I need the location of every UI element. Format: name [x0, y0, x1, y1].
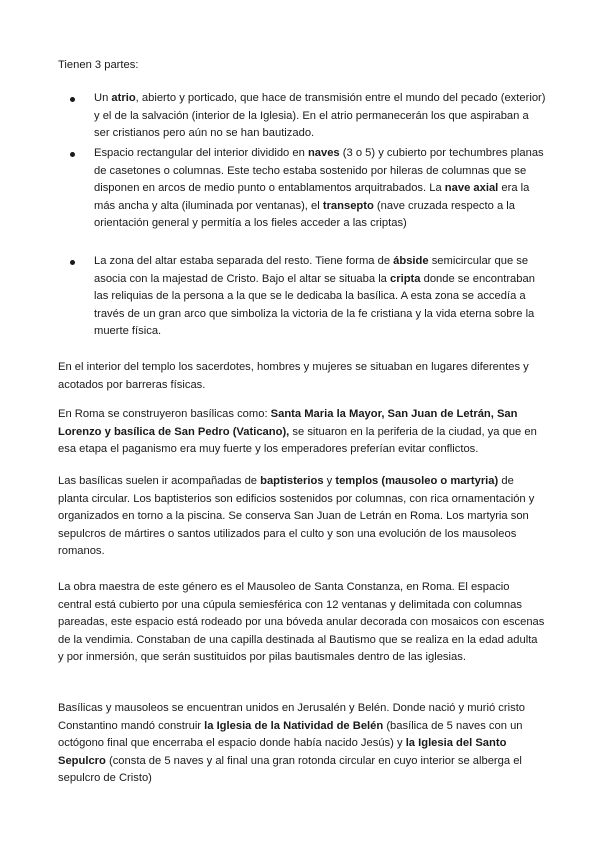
bullet-text — [94, 90, 546, 143]
bullet-text — [94, 145, 546, 233]
paragraph-baptisterios — [58, 473, 546, 561]
bullet-icon — [70, 260, 75, 265]
bold-term: la Iglesia del Santo Sepulcro — [58, 737, 507, 767]
text-run: En el interior del templo los sacerdotes, hombres y mujeres se situaban en lugares diferentes y acotados por barreras físicas. — [58, 361, 529, 391]
bullet-icon — [70, 152, 75, 157]
text-run: Espacio rectangular del interior dividido en — [94, 147, 308, 159]
bullet-text — [94, 253, 546, 341]
text-run: (basílica de 5 naves con un octógono final que encerraba el espacio donde había nacido Jesús) y — [58, 719, 523, 750]
bold-term: templos (mausoleo o martyria) — [335, 475, 499, 487]
text-run: Las basílicas suelen ir acompañadas de — [58, 475, 261, 487]
bold-term: cripta — [390, 272, 421, 285]
text-run: La zona del altar estaba separada del resto. Tiene forma de — [94, 255, 394, 267]
text-run: de planta circular. Los baptisterios son edificios sostenidos por columnas, con rica ornamentación y organizados en torno a la piscina. Se conserva San Juan de Letrán en Roma. Los martyria son sepulcros de mártires o santos utilizados para el culto y son una evolución de los mausoleos romanos. — [58, 475, 535, 558]
text-run: (3 o 5) y cubierto por techumbres planas de casetones o columnas. Este techo estaba sostenido por hileras de columnas que se disponen en arcos de medio punto o entablamentos arquitrabados. La — [94, 147, 544, 195]
bullet-icon — [70, 97, 75, 102]
text-run: se situaron en la periferia de la ciudad, ya que en esa etapa el paganismo era muy fuerte y los emperadores preferían evitar conflictos. — [58, 425, 537, 456]
paragraph-jerusalen-belen — [58, 700, 546, 788]
paragraph-interior — [58, 359, 546, 394]
text-run: (consta de 5 naves y al final una gran rotonda circular en cuyo interior se alberga el sepulcro de Cristo) — [58, 754, 522, 785]
bold-term: Santa Maria la Mayor, San Juan de Letrán, San Lorenzo y basílica de San Pedro (Vaticano), — [58, 408, 518, 438]
text-run: era la más ancha y alta (iluminada por ventanas), el — [94, 182, 530, 212]
bold-term: ábside — [393, 255, 429, 267]
text-run: La obra maestra de este género es el Mausoleo de Santa Constanza, en Roma. El espacio central está cubierto por una cúpula semiesférica con 12 ventanas y delimitada con columnas pareadas, este espacio está rodeado por una bóveda anular decorada con mosaicos con escenas de la vendimia. Constaban de una capilla destinada al Bautismo que se realiza en la edad adulta y por inmersión, que serán sustituidos por pilas bautismales dentro de las iglesias. — [58, 581, 545, 664]
bold-term: la Iglesia de la Natividad de Belén — [204, 719, 384, 732]
bold-term: atrio — [111, 92, 136, 104]
text-run: y — [323, 475, 336, 487]
paragraph-santa-constanza — [58, 579, 546, 667]
text-run: donde se encontraban las reliquias de la persona a la que se le dedicaba la basílica. A esta zona se accedía a través de un gran arco que simboliza la victoria de la fe cristiana y la vida eterna sobre la muerte física. — [94, 272, 535, 338]
bold-term: naves — [307, 147, 340, 159]
bold-term: transepto — [322, 199, 374, 212]
bold-term: baptisterios — [260, 475, 324, 487]
text-run: Un — [94, 92, 112, 104]
intro-text: Tienen 3 partes: — [58, 59, 139, 71]
text-run: En Roma se construyeron basílicas como: — [58, 408, 271, 420]
text-run: (nave cruzada respecto a la orientación general y permitía a los fieles acceder a las criptas) — [94, 199, 515, 230]
text-run: semicircular que se asocia con la majestad de Cristo. Bajo el altar se situaba la — [94, 255, 529, 285]
bold-term: nave axial — [444, 182, 499, 195]
text-run: , abierto y porticado, que hace de transmisión entre el mundo del pecado (exterior) y el de la salvación (interior de la Iglesia). En el atrio permanecerán los que aspiraban a ser cristianos pero aún no se han bautizado. — [94, 92, 546, 140]
paragraph-roma — [58, 406, 546, 459]
text-run: Basílicas y mausoleos se encuentran unidos en Jerusalén y Belén. Donde nació y murió cristo Constantino mandó construir — [58, 702, 526, 732]
